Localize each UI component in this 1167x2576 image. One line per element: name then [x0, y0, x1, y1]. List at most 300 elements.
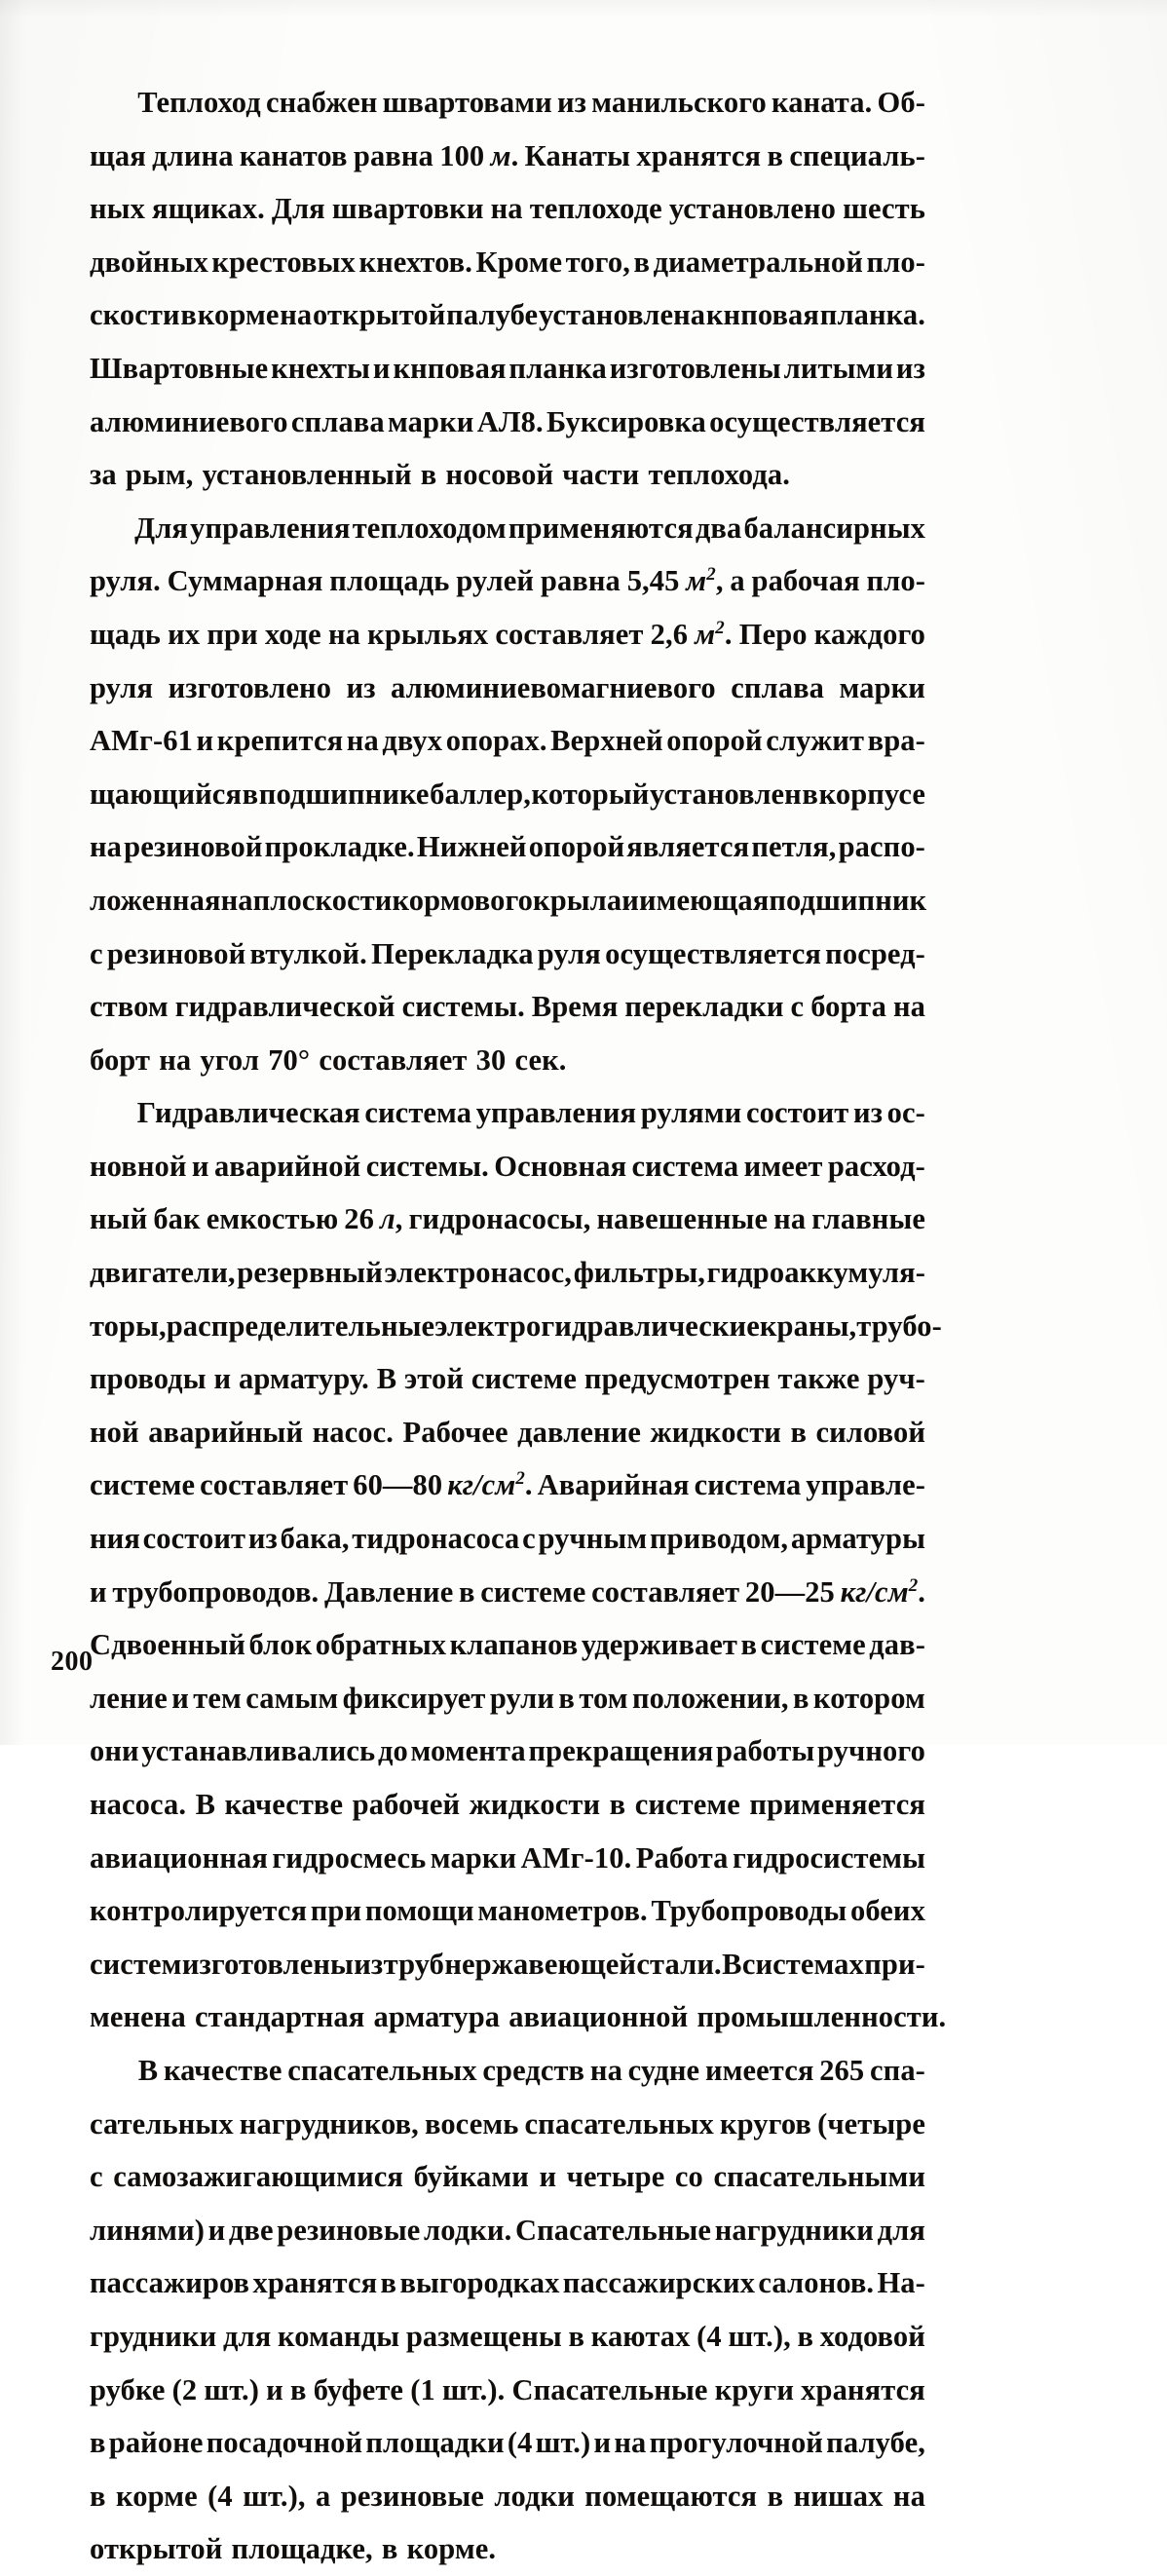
text-word: два: [695, 511, 742, 545]
text-word: электрогидравлические: [434, 1308, 760, 1343]
text-word: клапанов: [449, 1628, 579, 1662]
page-number: 200: [51, 1647, 94, 1677]
text-word: помещаются: [584, 2479, 758, 2513]
text-word: на: [346, 724, 379, 758]
text-word: установленный: [202, 458, 412, 492]
text-word: рабочая: [751, 564, 860, 598]
text-line: [90, 2044, 925, 2098]
text-word: в: [792, 1681, 809, 1715]
text-word: спасательных: [287, 2053, 477, 2087]
text-word: Верхней: [550, 724, 663, 758]
text-word: в: [90, 2479, 106, 2513]
text-word: шт.),: [243, 2479, 306, 2513]
text-word: до: [377, 1734, 408, 1768]
text-word: новной: [90, 1149, 187, 1183]
text-word: теплохода.: [648, 458, 790, 492]
text-line: [90, 1724, 925, 1778]
text-line: [90, 1990, 947, 2044]
text-word: теплоходе: [529, 192, 662, 226]
text-word: нишах: [793, 2479, 884, 2513]
text-line: [90, 714, 925, 768]
text-word: Теплоход: [137, 86, 261, 119]
text-word: и: [191, 1149, 209, 1183]
text-word: менена: [90, 2000, 186, 2034]
text-word: манильского: [591, 86, 767, 119]
text-word: угол: [200, 1042, 260, 1077]
text-word: из: [354, 1947, 384, 1981]
text-word: изготовлено: [168, 670, 332, 704]
text-word: служит: [766, 724, 865, 758]
text-word: В: [195, 1788, 216, 1821]
text-word: нержавеющей: [444, 1947, 637, 1981]
text-word: при: [310, 1894, 362, 1928]
text-word: 265: [819, 2053, 865, 2087]
text-word: момента: [410, 1734, 526, 1768]
text-word: системе: [634, 1788, 740, 1821]
text-word: В: [137, 2053, 159, 2087]
text-word: каната.: [772, 86, 873, 119]
text-word: системе: [760, 1628, 866, 1662]
text-word: емкостью: [206, 1202, 339, 1236]
text-word: арматуру.: [238, 1362, 369, 1396]
text-word: равна: [540, 564, 621, 598]
text-word: система: [364, 1096, 472, 1130]
text-line: [90, 1566, 925, 1619]
text-word: на: [773, 1202, 807, 1236]
text-word: авиационная: [90, 1840, 268, 1875]
text-word: алюминиевого: [90, 404, 288, 438]
text-line: [90, 1778, 925, 1832]
text-word: предусмотрен: [584, 1362, 771, 1396]
text-word: гидронасосы,: [408, 1202, 591, 1236]
text-word: в: [558, 1681, 575, 1715]
text-word: силовой: [815, 1415, 925, 1449]
text-word: на: [220, 883, 253, 917]
text-word: и: [90, 1574, 107, 1609]
text-word: 60—80: [353, 1468, 443, 1502]
text-word: команды: [277, 2319, 400, 2353]
text-line: [90, 928, 925, 981]
text-word: и: [593, 2426, 612, 2460]
text-line: [90, 1193, 925, 1246]
body-text-column: [90, 76, 947, 2576]
text-word: систем: [90, 1947, 182, 1981]
text-word: каждого: [813, 617, 925, 651]
text-word: ящиках.: [152, 192, 265, 226]
text-word: электронасос,: [384, 1256, 573, 1290]
text-word: положении,: [632, 1681, 789, 1715]
scan-left-shadow: [0, 0, 25, 1745]
text-word: прекращения: [528, 1734, 714, 1768]
text-word: Время: [531, 990, 619, 1024]
text-word: шт.): [204, 2372, 260, 2406]
text-word: борта: [810, 990, 886, 1024]
text-word: (1: [410, 2372, 435, 2406]
text-word: лодки: [494, 2479, 575, 2513]
text-word: двойных: [90, 245, 208, 279]
text-word: Давление: [323, 1574, 454, 1609]
text-word: 26: [344, 1202, 374, 1236]
text-word: из: [346, 670, 376, 704]
text-word: ос-: [886, 1096, 925, 1130]
text-word: площадки: [365, 2426, 505, 2460]
text-line: [90, 980, 925, 1034]
text-word: Об-: [877, 86, 925, 119]
text-word: системе: [471, 1362, 578, 1396]
text-word: прокладке.: [264, 830, 415, 864]
text-word: изготовлены: [609, 351, 781, 385]
text-word: работы: [716, 1734, 815, 1768]
text-word: Канаты: [524, 138, 631, 172]
text-line: [90, 1672, 925, 1725]
text-line: [90, 1352, 925, 1406]
text-line: [90, 1140, 925, 1193]
text-word: линями): [90, 2213, 205, 2247]
text-word: давление: [517, 1415, 642, 1449]
text-word: управления: [475, 1096, 637, 1130]
text-word: осуществляется: [605, 936, 821, 970]
text-word: стандартная: [195, 2000, 365, 2034]
text-word: аварийный: [148, 1415, 304, 1449]
text-word: тем: [193, 1681, 242, 1715]
text-word: составляет: [591, 1574, 740, 1609]
text-word: из: [247, 1522, 278, 1556]
text-word: корме.: [406, 2532, 497, 2566]
text-word: осуществляется: [709, 404, 925, 438]
text-word: и: [266, 2372, 283, 2406]
text-line: [90, 1618, 925, 1672]
text-line: [90, 448, 925, 502]
text-word: трубо-: [856, 1308, 942, 1343]
text-word: в: [633, 245, 651, 279]
text-word: ложенная: [90, 883, 221, 917]
text-word: установлена: [538, 298, 706, 332]
text-word: прогулочной: [649, 2426, 823, 2460]
text-word: 5,45: [626, 564, 680, 598]
text-word: $м^2$.: [695, 617, 733, 651]
text-word: гидроаккумуля-: [706, 1256, 925, 1290]
text-word: авиационной: [508, 2000, 689, 2034]
text-word: корме: [197, 298, 280, 332]
text-word: управле-: [806, 1468, 925, 1502]
text-word: резиновой: [124, 830, 263, 864]
text-word: 2,6: [650, 617, 689, 651]
text-word: резиновые: [340, 2479, 484, 2513]
text-word: канатов: [239, 138, 348, 172]
text-word: качестве: [224, 1788, 344, 1821]
text-word: и: [171, 1681, 189, 1715]
text-word: $кг/см^2$.: [447, 1468, 533, 1502]
text-line: [90, 76, 925, 130]
text-word: их: [168, 617, 201, 651]
paragraph: [90, 1086, 947, 2044]
text-word: планка: [508, 351, 607, 385]
text-word: тидронасоса: [352, 1522, 520, 1556]
text-word: хранятся: [636, 138, 762, 172]
text-word: корме: [116, 2479, 198, 2513]
text-word: резиновые: [277, 2213, 421, 2247]
text-word: а: [730, 564, 745, 598]
text-word: (4: [507, 2426, 533, 2460]
text-word: специаль-: [789, 138, 925, 172]
text-line: [90, 874, 925, 928]
text-word: руля: [90, 670, 154, 704]
text-line: [90, 1884, 925, 1938]
text-word: Для: [271, 192, 325, 226]
text-word: установлено: [668, 192, 837, 226]
text-word: арматура: [373, 2000, 501, 2034]
text-word: пло-: [866, 245, 925, 279]
text-word: составляет: [200, 1468, 349, 1502]
text-word: в: [381, 2532, 398, 2566]
text-word: сательных: [90, 2106, 234, 2140]
text-word: Гидравлическая: [136, 1096, 360, 1130]
text-word: алюминиевомагниевого: [391, 670, 716, 704]
text-word: также: [777, 1362, 860, 1396]
text-word: рулями: [640, 1096, 742, 1130]
paragraph: [90, 502, 925, 1087]
text-word: скости: [90, 298, 180, 332]
text-word: (2: [171, 2372, 198, 2406]
text-word: арматуры: [790, 1522, 925, 1556]
text-word: носовой: [445, 458, 554, 492]
text-word: кнповая: [705, 298, 820, 332]
text-word: палубе,: [826, 2426, 925, 2460]
text-line: [90, 820, 925, 874]
text-word: щающийся: [90, 777, 243, 811]
text-word: расход-: [827, 1149, 925, 1183]
text-word: л,: [380, 1202, 403, 1236]
text-word: (4: [207, 2479, 233, 2513]
text-word: перекладки: [624, 990, 784, 1024]
text-word: со: [674, 2160, 703, 2194]
text-line: [90, 554, 925, 608]
text-word: районе: [108, 2426, 204, 2460]
text-word: том: [579, 1681, 628, 1715]
text-word: удерживает: [581, 1628, 738, 1662]
text-word: марки: [839, 670, 925, 704]
text-word: в: [459, 1574, 475, 1609]
text-word: марки: [430, 1840, 517, 1875]
text-word: щая: [90, 138, 146, 172]
text-word: Перекладка: [371, 936, 534, 970]
text-word: в: [568, 2319, 585, 2353]
text-word: распределительные: [166, 1308, 435, 1343]
text-word: а: [315, 2479, 331, 2513]
text-word: рулей: [456, 564, 535, 598]
text-word: втулкой.: [249, 936, 367, 970]
text-word: с: [522, 1522, 536, 1556]
text-line: [90, 2310, 925, 2364]
text-word: рубке: [90, 2372, 166, 2406]
text-line: [90, 1086, 925, 1140]
text-line: [90, 1034, 925, 1087]
text-word: бака,: [280, 1522, 350, 1556]
text-word: в: [420, 458, 437, 492]
text-line: [90, 342, 925, 396]
text-word: руля: [537, 936, 601, 970]
text-line: [90, 1406, 925, 1459]
text-word: Работа: [635, 1840, 729, 1875]
text-word: ный: [90, 1202, 148, 1236]
text-word: насос.: [312, 1415, 394, 1449]
text-word: блок: [248, 1628, 313, 1662]
text-word: жидкости: [650, 1415, 781, 1449]
text-word: из: [556, 86, 586, 119]
text-word: обеих: [849, 1894, 925, 1928]
text-word: и: [207, 2213, 226, 2247]
text-word: Трубопроводы: [651, 1894, 847, 1928]
text-word: на: [892, 2479, 925, 2513]
text-word: для: [877, 2213, 925, 2247]
text-word: на: [90, 830, 123, 864]
text-word: системе: [90, 1468, 196, 1502]
text-word: применяется: [749, 1788, 925, 1821]
text-word: щадь: [90, 617, 161, 651]
text-word: сек.: [514, 1042, 567, 1077]
text-word: на: [490, 192, 523, 226]
text-word: крестовых: [211, 245, 356, 279]
text-word: равна: [353, 138, 433, 172]
text-word: две: [228, 2213, 274, 2247]
text-word: на: [327, 617, 360, 651]
text-word: открытой: [90, 2532, 223, 2566]
text-word: гидравлической: [174, 990, 395, 1024]
text-word: нагрудники: [714, 2213, 874, 2247]
text-word: четыре: [566, 2160, 665, 2194]
text-word: рабочей: [352, 1788, 461, 1821]
text-word: кнехты: [271, 351, 371, 385]
text-word: В: [722, 1947, 742, 1981]
text-word: ручного: [817, 1734, 925, 1768]
text-word: двигатели,: [90, 1256, 236, 1290]
text-word: с: [90, 2160, 103, 2194]
text-word: ручным: [538, 1522, 648, 1556]
text-word: швартовки: [331, 192, 484, 226]
text-word: проводы: [90, 1362, 207, 1396]
text-word: кнехтов.: [358, 245, 472, 279]
text-line: [90, 2204, 925, 2257]
text-word: система: [694, 1468, 802, 1502]
text-word: труб: [383, 1947, 445, 1981]
text-word: м.: [490, 138, 519, 172]
text-word: установлен: [650, 777, 802, 811]
text-word: система: [631, 1149, 739, 1183]
text-word: распо-: [838, 830, 925, 864]
text-line: [90, 2364, 925, 2417]
text-line: [90, 130, 925, 183]
text-word: каютах: [590, 2319, 691, 2353]
text-word: крепится: [216, 724, 344, 758]
text-word: буйками: [413, 2160, 529, 2194]
text-line: [90, 236, 925, 289]
text-word: нагрудников,: [239, 2106, 419, 2140]
text-word: в: [290, 2372, 307, 2406]
text-line: [90, 2256, 925, 2310]
text-word: устанавливались: [141, 1734, 376, 1768]
text-word: хранятся: [252, 2266, 378, 2300]
text-word: шт.).: [441, 2372, 506, 2406]
text-word: восемь: [424, 2106, 519, 2140]
text-word: посадочной: [206, 2426, 363, 2460]
text-word: краны,: [759, 1308, 857, 1343]
text-word: палубе: [446, 298, 539, 332]
text-word: руля.: [90, 564, 161, 598]
text-word: (4: [696, 2319, 722, 2353]
text-word: петля,: [751, 830, 837, 864]
text-word: Аварийная: [537, 1468, 690, 1502]
text-word: в: [790, 1415, 808, 1449]
text-line: [90, 1246, 925, 1300]
text-word: имеется: [704, 2053, 814, 2087]
text-word: кнповая: [393, 351, 507, 385]
text-word: составляет: [319, 1042, 468, 1077]
text-word: шт.): [535, 2426, 591, 2460]
text-word: в: [90, 2426, 106, 2460]
text-word: 100: [439, 138, 485, 172]
text-word: Кроме: [475, 245, 563, 279]
text-word: В: [376, 1362, 397, 1396]
text-word: при: [207, 617, 258, 651]
text-word: изготовлены: [181, 1947, 354, 1981]
text-word: качестве: [163, 2053, 282, 2087]
text-word: Для: [134, 511, 189, 545]
text-word: опорой: [528, 830, 625, 864]
text-word: теплоходом: [352, 511, 507, 545]
text-word: трубопроводов.: [112, 1574, 320, 1609]
text-line: [90, 2098, 925, 2151]
text-word: диаметральной: [653, 245, 863, 279]
text-word: резервный: [237, 1256, 383, 1290]
text-word: 20—25: [744, 1574, 835, 1609]
text-word: салонов.: [758, 2266, 875, 2300]
text-word: с: [790, 990, 805, 1024]
text-word: гидросмесь: [272, 1840, 427, 1875]
text-word: швартовами: [382, 86, 552, 119]
text-line: [90, 288, 925, 342]
text-word: в: [740, 1628, 758, 1662]
text-line: [90, 1832, 925, 1885]
paragraph: [90, 76, 925, 502]
text-word: подшипник: [769, 883, 927, 917]
text-word: плоскости: [252, 883, 393, 917]
text-word: крыльях: [367, 617, 489, 651]
text-word: применяются: [508, 511, 694, 545]
text-word: пассажиров: [90, 2266, 250, 2300]
text-word: АЛ8.: [476, 404, 544, 438]
text-word: корпусе: [818, 777, 925, 811]
text-word: спасательными: [713, 2160, 925, 2194]
text-word: средств: [482, 2053, 585, 2087]
text-word: для: [222, 2319, 272, 2353]
text-word: манометров.: [477, 1894, 648, 1928]
text-word: насоса.: [90, 1788, 187, 1821]
text-word: аварийной: [213, 1149, 361, 1183]
text-word: Швартовные: [90, 351, 269, 385]
text-word: в: [180, 298, 197, 332]
text-word: этой: [404, 1362, 465, 1396]
text-line: [90, 502, 925, 555]
text-word: пло-: [866, 564, 925, 598]
text-word: в: [802, 777, 818, 811]
text-word: ной: [90, 1415, 139, 1449]
text-word: того,: [565, 245, 630, 279]
text-word: жидкости: [469, 1788, 601, 1821]
text-word: промышленности.: [696, 2000, 947, 2034]
text-word: 30: [475, 1042, 507, 1077]
text-word: системах: [741, 1947, 864, 1981]
text-word: баллер,: [430, 777, 531, 811]
